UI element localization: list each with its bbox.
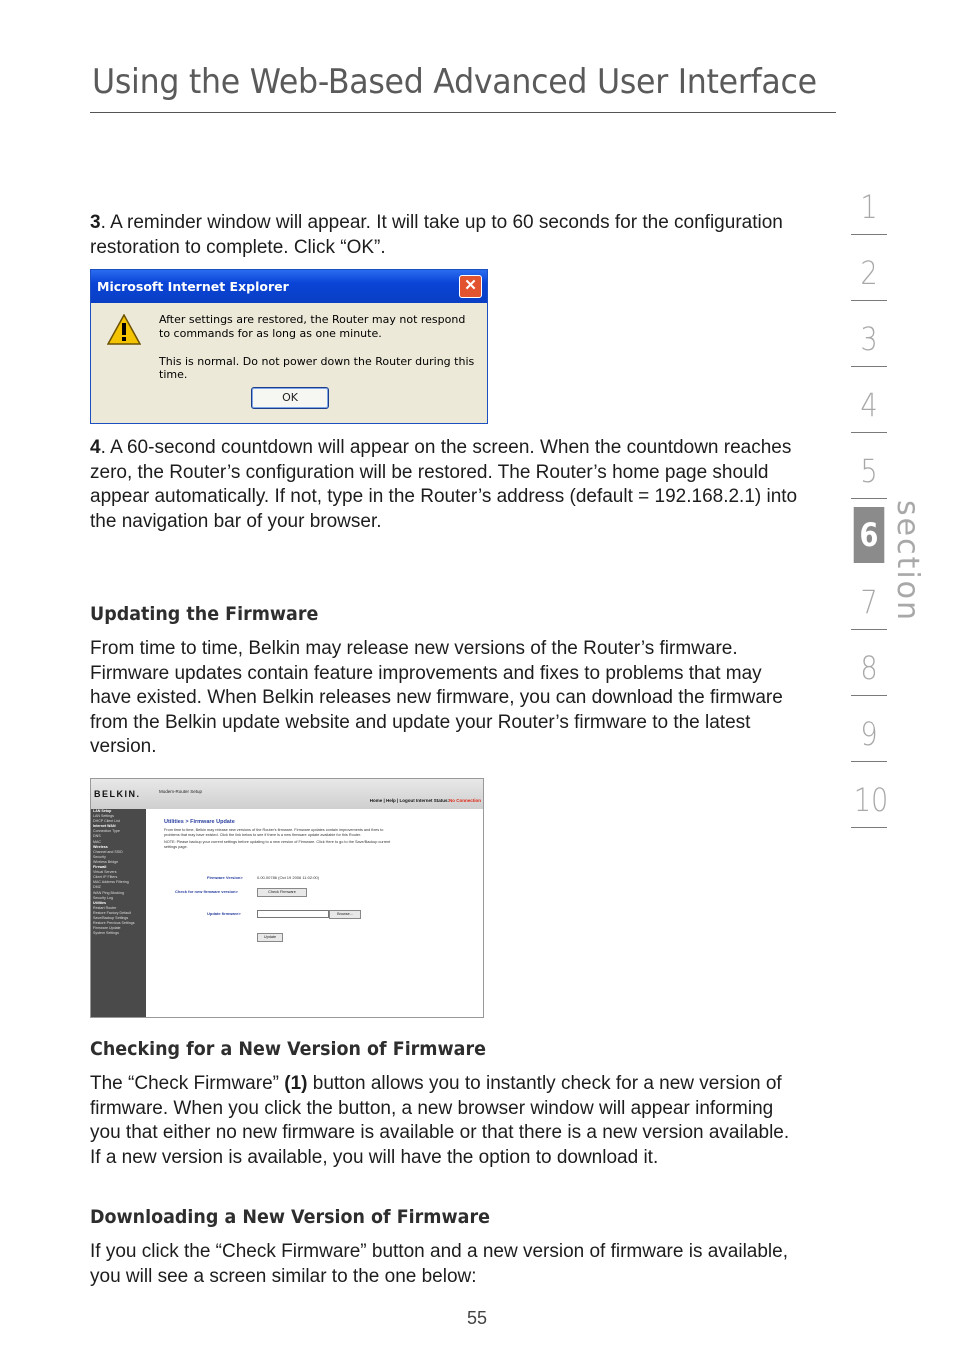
- sidebar-menu-item[interactable]: MAC: [93, 839, 101, 844]
- section-number-10: 10: [853, 781, 889, 819]
- sidebar-menu-item[interactable]: DMZ: [93, 885, 101, 890]
- firmware-version-row: Firmware Version>: [207, 875, 243, 880]
- sidebar-menu-item[interactable]: Security: [93, 854, 106, 859]
- close-icon[interactable]: ✕: [459, 275, 482, 298]
- sidebar-menu-item[interactable]: Client IP Filters: [93, 875, 118, 880]
- sidebar-menu-item[interactable]: DHCP Client List: [93, 819, 120, 824]
- checking-firmware-heading: Checking for a New Version of Firmware: [90, 1038, 486, 1060]
- section-divider: [851, 761, 887, 762]
- page-number: 55: [466, 1308, 488, 1328]
- sidebar-menu-item[interactable]: WAN Ping Blocking: [93, 890, 125, 895]
- check-firmware-button[interactable]: Check Firmware: [257, 888, 307, 897]
- firmware-update-screenshot: [90, 778, 484, 1018]
- sidebar-menu-item[interactable]: Save/Backup Settings: [93, 915, 129, 920]
- section-number-4: 4: [860, 386, 878, 424]
- update-button[interactable]: Update: [257, 933, 283, 942]
- section-divider: [851, 498, 887, 499]
- ok-button[interactable]: OK: [251, 387, 329, 409]
- check-firmware-label: Check for new firmware version>: [175, 889, 238, 894]
- dialog-titlebar: [91, 270, 487, 303]
- belkin-page-heading: Utilities > Firmware Update: [164, 819, 235, 825]
- dialog-title: Microsoft Internet Explorer: [97, 279, 289, 294]
- section-number-5: 5: [860, 452, 878, 490]
- section-divider: [851, 827, 887, 828]
- sidebar-menu-item[interactable]: Virtual Servers: [93, 870, 117, 875]
- sidebar-menu-item[interactable]: Restore Previous Settings: [93, 921, 135, 926]
- section-number-8: 8: [860, 649, 878, 687]
- sidebar-menu-item[interactable]: Internet WAN: [93, 824, 116, 829]
- downloading-firmware-paragraph: If you click the “Check Firmware” button and a new version of firmware is available, you will see a screen similar to the one below:: [90, 1241, 788, 1287]
- sidebar-menu-item[interactable]: Wireless: [93, 844, 108, 849]
- page-title: Using the Web-Based Advanced User Interface: [92, 62, 817, 102]
- section-divider: [851, 300, 887, 301]
- sidebar-menu-item[interactable]: DNS: [93, 834, 101, 839]
- sidebar-menu-item[interactable]: Restore Factory Default: [93, 910, 131, 915]
- belkin-logo: BELKIN.: [94, 789, 141, 799]
- section-divider: [851, 695, 887, 696]
- section-number-3: 3: [860, 320, 878, 358]
- section-divider: [851, 629, 887, 630]
- sidebar-menu-item[interactable]: LAN Setup: [93, 809, 112, 813]
- section-number-7: 7: [860, 583, 878, 621]
- sidebar-menu-item[interactable]: Firmware Update: [93, 926, 121, 931]
- sidebar-menu: [91, 809, 146, 936]
- sidebar-menu-item[interactable]: MAC Address Filtering: [93, 880, 129, 885]
- firmware-file-input[interactable]: [257, 910, 329, 918]
- updating-firmware-heading: Updating the Firmware: [90, 603, 319, 625]
- sidebar-menu-item[interactable]: LAN Settings: [93, 814, 114, 819]
- belkin-intro: From time to time, Belkin may release new versions of the Router's firmware. Firmware updates contain improvements and fixes to problems that may have existed. Click the link below to see if there is a new firmware update available for this Router.: [164, 828, 384, 837]
- belkin-main-panel: [164, 819, 479, 849]
- section-divider: [851, 432, 887, 433]
- sidebar-menu-item[interactable]: Utilities: [93, 900, 106, 905]
- dialog-message-line-3: This is normal. Do not power down the Router during this time.: [159, 355, 475, 381]
- browse-button[interactable]: Browse...: [329, 910, 361, 919]
- section-number-9: 9: [860, 715, 878, 753]
- sidebar-menu-item[interactable]: Security Log: [93, 895, 113, 900]
- step-3-paragraph: [90, 211, 800, 260]
- step-text: . A 60-second countdown will appear on the screen. When the countdown reaches zero, the Router’s configuration will be restored. The Router’s home page should appear automatically. If not, type in the Router’s address (default = 192.168.2.1) into the navigation bar of your browser.: [90, 437, 798, 532]
- dialog-message-line-2: to commands for as long as one minute.: [159, 327, 382, 340]
- checking-firmware-paragraph: The “Check Firmware” (1) button allows you to instantly check for a new version of firmware. When you click the button, a new browser window will appear informing you that either no new firmware is available or that there is a new version available. If a new version is available, you will have the option to download it.: [90, 1073, 790, 1168]
- title-divider: [90, 112, 836, 113]
- section-number-6-active: 6: [854, 507, 885, 563]
- downloading-firmware-heading: Downloading a New Version of Firmware: [90, 1206, 490, 1228]
- section-divider: [851, 366, 887, 367]
- firmware-version-value: 0.00.00786 (Oct 19 2006 11:02:00): [257, 875, 319, 880]
- sidebar-menu-item[interactable]: Channel and SSID: [93, 849, 123, 854]
- belkin-sidebar: [91, 809, 146, 1018]
- belkin-setup-title: Modem-Router Setup: [159, 789, 203, 794]
- step-number: 3: [90, 212, 101, 233]
- step-4-paragraph: [90, 436, 800, 534]
- updating-firmware-paragraph: From time to time, Belkin may release new versions of the Router’s firmware. Firmware updates contain feature improvements and fixes to problems that may have existed. When Belkin releases new firmware, you can download the firmware from the Belkin update website and update your Router’s firmware to the latest version.: [90, 638, 783, 757]
- sidebar-menu-item[interactable]: System Settings: [93, 931, 119, 936]
- callout-number: (1): [284, 1073, 308, 1094]
- sidebar-menu-item[interactable]: Firewall: [93, 865, 107, 870]
- belkin-top-links: Home | Help | Logout Internet Status:No Connection: [369, 798, 481, 803]
- section-label: section: [890, 500, 925, 623]
- sidebar-menu-item[interactable]: Connection Type: [93, 829, 120, 834]
- dialog-message-line-1: After settings are restored, the Router may not respond: [159, 313, 466, 326]
- section-number-2: 2: [860, 254, 878, 292]
- ie-reminder-dialog: [90, 269, 488, 424]
- belkin-header-bar: [91, 779, 483, 809]
- warning-icon: [107, 314, 141, 346]
- internet-status: No Connection: [449, 798, 481, 803]
- update-firmware-label: Update firmware>: [207, 911, 241, 916]
- belkin-note: NOTE: Please backup your current settings before updating to a new version of Firmware. Click Here to go to the Save/Backup current settings page.: [164, 840, 391, 849]
- step-number: 4: [90, 437, 101, 458]
- section-number-1: 1: [860, 188, 878, 226]
- section-divider: [851, 234, 887, 235]
- step-text: . A reminder window will appear. It will take up to 60 seconds for the configuration restoration to complete. Click “OK”.: [90, 212, 783, 258]
- sidebar-menu-item[interactable]: Wireless Bridge: [93, 859, 119, 864]
- sidebar-menu-item[interactable]: Restart Router: [93, 905, 117, 910]
